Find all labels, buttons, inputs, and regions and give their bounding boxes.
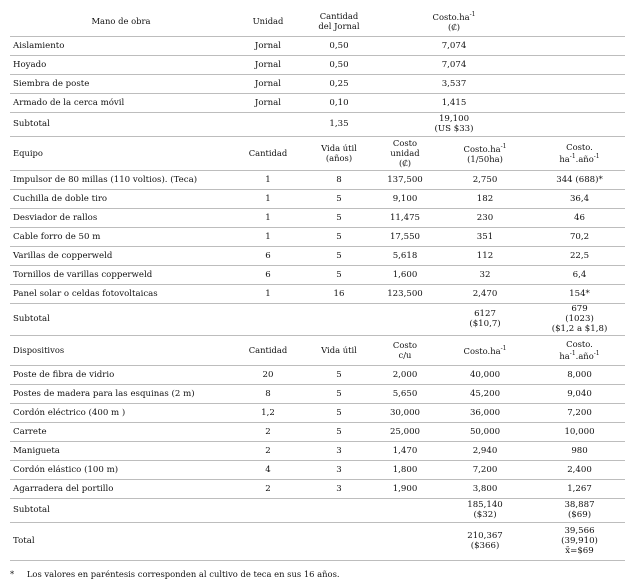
devices-header-cost-year: Costo. $ha^{-1}.año^{-1}$ — [534, 335, 625, 365]
labor-row — [10, 55, 625, 74]
equipment-subtotal-row — [10, 303, 625, 335]
labor-header-unit: Unidad — [232, 6, 304, 36]
labor-row-concept: Siembra de poste — [10, 74, 232, 93]
equipment-row: Impulsor de 80 millas (110 voltios). (Teca) 1 8 137,500 2,750 344 (688)* — [10, 170, 625, 189]
labor-row-concept: Armado de la cerca móvil — [10, 93, 232, 112]
devices-subtotal-cost-ha: 185,140 ($32) — [436, 498, 534, 522]
labor-row-qty: 0,50 — [304, 36, 374, 55]
devices-subtotal-row — [10, 498, 625, 522]
footnote-star: * — [10, 569, 15, 579]
labor-row-unit: Jornal — [232, 74, 304, 93]
devices-row: Postes de madera para las esquinas (2 m) 8 5 5,650 45,200 9,040 — [10, 384, 625, 403]
devices-row: Poste de fibra de vidrio 20 5 2,000 40,000 8,000 — [10, 365, 625, 384]
labor-row — [10, 74, 625, 93]
equipment-header-unit-cost: Costo unidad (₡) — [374, 136, 436, 170]
devices-row: Carrete 2 5 25,000 50,000 10,000 — [10, 422, 625, 441]
equipment-row: Cuchilla de doble tiro 1 5 9,100 182 36,4 — [10, 189, 625, 208]
labor-subtotal-label: Subtotal — [10, 112, 232, 136]
equipment-subtotal-cost-year: 679 (1023) ($1,2 a $1,8) — [534, 303, 625, 335]
labor-row-qty: 0,25 — [304, 74, 374, 93]
equipment-header-row — [10, 136, 625, 170]
equipment-row: Desviador de rallos 1 5 11,475 230 46 — [10, 208, 625, 227]
labor-header-qty: Cantidad del Jornal — [304, 6, 374, 36]
labor-row-unit: Jornal — [232, 36, 304, 55]
labor-row — [10, 36, 625, 55]
devices-row: Cordón elástico (100 m) 4 3 1,800 7,200 2,400 — [10, 460, 625, 479]
equipment-row: Cable forro de 50 m 1 5 17,550 351 70,2 — [10, 227, 625, 246]
devices-header-cost-ha: $Costo.ha^{-1}$ — [436, 335, 534, 365]
devices-subtotal-label: Subtotal — [10, 498, 232, 522]
equipment-row: Varillas de copperweld 6 5 5,618 112 22,5 — [10, 246, 625, 265]
labor-header-cost: $Costo.ha^{-1}$ (₡) — [374, 6, 534, 36]
equipment-header-life: Vida útil (años) — [304, 136, 374, 170]
total-cost-ha: 210,367 ($366) — [436, 522, 534, 560]
equipment-header-cost-year: Costo. $ha^{-1}.año^{-1}$ — [534, 136, 625, 170]
devices-header-concept: Dispositivos — [10, 335, 232, 365]
labor-row-qty: 0,50 — [304, 55, 374, 74]
equipment-header-concept: Equipo — [10, 136, 232, 170]
cost-table — [10, 6, 625, 561]
footnote-text: Los valores en paréntesis corresponden al cultivo de teca en sus 16 años. — [26, 569, 340, 579]
labor-row — [10, 93, 625, 112]
total-cost-year: 39,566 (39,910) x̄=$69 — [534, 522, 625, 560]
labor-row-cost: 3,537 — [374, 74, 534, 93]
labor-row-concept: Hoyado — [10, 55, 232, 74]
total-row — [10, 522, 625, 560]
labor-row-concept: Aislamiento — [10, 36, 232, 55]
labor-row-cost: 7,074 — [374, 55, 534, 74]
equipment-header-qty: Cantidad — [232, 136, 304, 170]
devices-header-row — [10, 335, 625, 365]
devices-row: Manigueta 2 3 1,470 2,940 980 — [10, 441, 625, 460]
equipment-row: Panel solar o celdas fotovoltaicas 1 16 123,500 2,470 154* — [10, 284, 625, 303]
labor-row-unit: Jornal — [232, 55, 304, 74]
devices-header-unit-cost: Costo c/u — [374, 335, 436, 365]
labor-row-cost: 7,074 — [374, 36, 534, 55]
devices-header-qty: Cantidad — [232, 335, 304, 365]
labor-header-row — [10, 6, 625, 36]
labor-subtotal-qty: 1,35 — [304, 112, 374, 136]
total-label: Total — [10, 522, 232, 560]
devices-row: Cordón eléctrico (400 m ) 1,2 5 30,000 36,000 7,200 — [10, 403, 625, 422]
labor-row-qty: 0,10 — [304, 93, 374, 112]
equipment-row: Tornillos de varillas copperweld 6 5 1,600 32 6,4 — [10, 265, 625, 284]
devices-subtotal-cost-year: 38,887 ($69) — [534, 498, 625, 522]
labor-row-unit: Jornal — [232, 93, 304, 112]
devices-header-life: Vida útil — [304, 335, 374, 365]
labor-subtotal-cost: 19,100 (US $33) — [374, 112, 534, 136]
equipment-subtotal-cost-ha: 6127 ($10,7) — [436, 303, 534, 335]
equipment-header-cost-ha: $Costo.ha^{-1}$ (1/50ha) — [436, 136, 534, 170]
labor-row-cost: 1,415 — [374, 93, 534, 112]
equipment-subtotal-label: Subtotal — [10, 303, 232, 335]
labor-header-concept: Mano de obra — [10, 6, 232, 36]
footnote — [10, 569, 340, 579]
devices-row: Agarradera del portillo 2 3 1,900 3,800 1,267 — [10, 479, 625, 498]
labor-subtotal-row — [10, 112, 625, 136]
